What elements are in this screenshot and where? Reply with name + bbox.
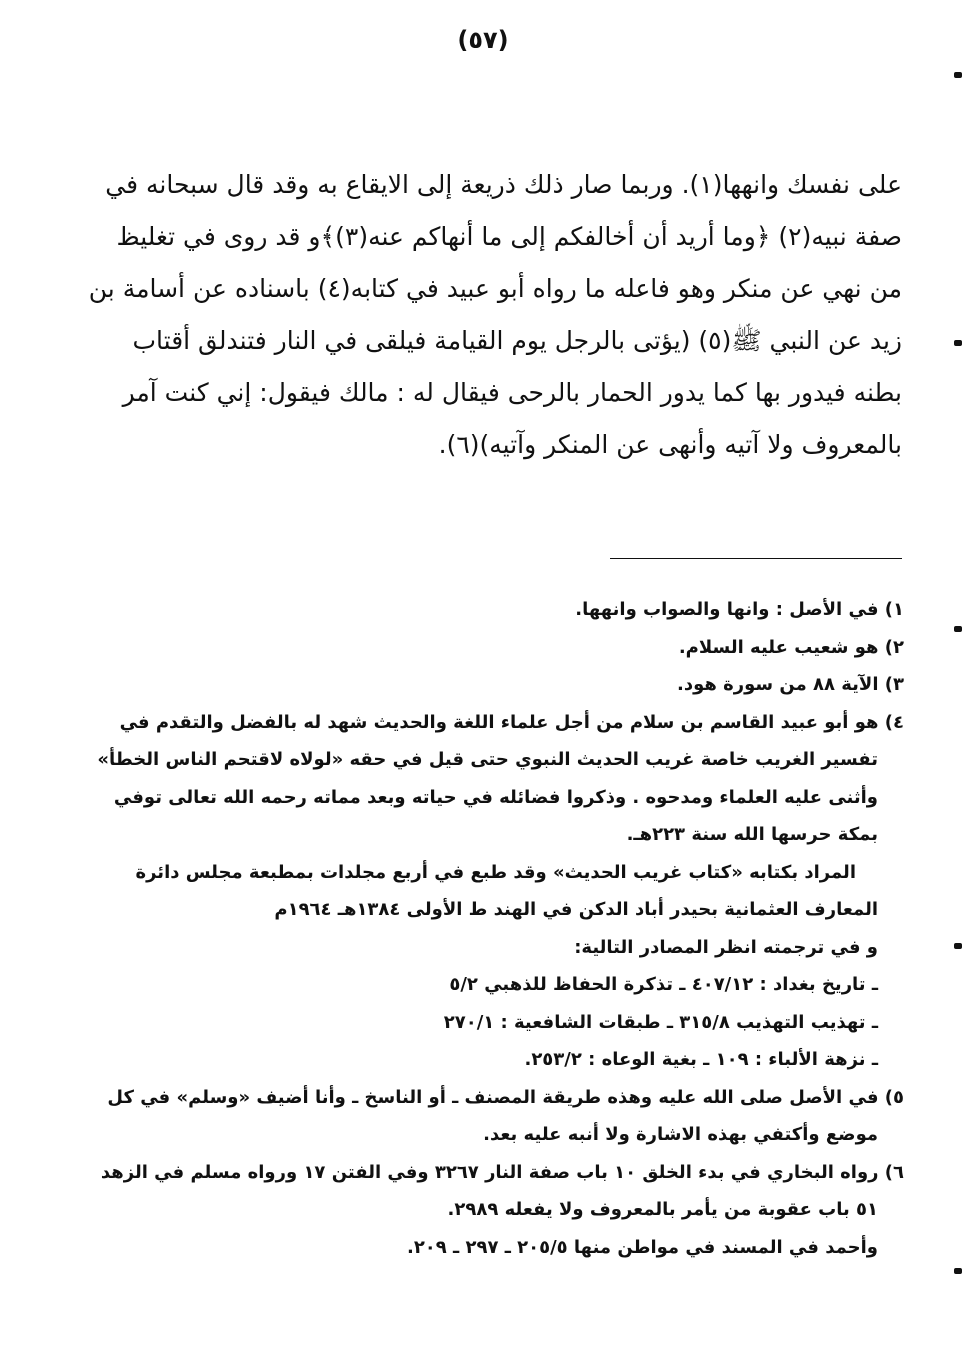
body-line: زيد عن النبي ﷺ(٥) (يؤتى بالرجل يوم القيامة فيلقى في النار فتندلق أقتاب — [132, 326, 902, 355]
margin-mark — [954, 340, 962, 346]
body-line: من نهي عن منكر وهو فاعله ما رواه أبو عبيد في كتابه(٤) باسناده عن أسامة بن — [88, 274, 902, 303]
footnote-line: ٤) هو أبو عبيد القاسم بن سلام من أجل علماء اللغة والحديث شهد له بالفضل والتقدم في — [119, 711, 904, 733]
footnote-line: بمكة حرسها الله سنة ٢٢٣هـ. — [626, 824, 878, 845]
footnote-line: ٥) في الأصل صلى الله عليه وهذه طريقة المصنف ـ أو الناسخ ـ وأنا أضيف «وسلم» في كل — [107, 1086, 904, 1108]
footnote-line: المعارف العثمانية بحيدر أباد الدكن في الهند ط الأولى ١٣٨٤هـ ١٩٦٤م — [274, 899, 878, 920]
footnote-line: المراد بكتابه «كتاب غريب الحديث» وقد طبع في أربع مجلدات بمطبعة مجلس دائرة — [135, 861, 856, 883]
margin-mark — [954, 626, 962, 632]
body-line: على نفسك وانهها(١). وربما صار ذلك ذريعة إلى الايقاع به وقد قال سبحانه في — [105, 170, 902, 199]
footnote-line: ٣) الآية ٨٨ من سورة هود. — [677, 674, 904, 695]
main-text — [80, 159, 902, 471]
margin-mark — [954, 1268, 962, 1274]
footnote-line: و في ترجمته انظر المصادر التالية: — [574, 936, 878, 958]
footnote-line: ـ نزهة الألباء : ١٠٩ ـ بغية الوعاه : ٢٥٣/٢. — [524, 1049, 878, 1070]
footnote-line: ٥١ باب عقوبة من يأمر بالمعروف ولا يفعله ٢٩٨٩. — [447, 1199, 878, 1220]
footnote-line: تفسير الغريب خاصة غريب الحديث النبوي حتى قيل في حقه «لولاه لاقتحم الناس الخطأ» — [97, 749, 878, 770]
footnote-line: ـ تهذيب التهذيب ٣١٥/٨ ـ طبقات الشافعية : ٢٧٠/١ — [443, 1011, 878, 1033]
footnote-line: وأثنى عليه العلماء ومدحوه . وذكروا فضائله في حياته وبعد مماته رحمه الله تعالى توفي — [113, 786, 878, 808]
footnote-line: وأحمد في المسند في مواطن منها ٢٠٥/٥ ـ ٢٩٧ ـ ٢٠٩. — [406, 1236, 878, 1258]
footnote-line: موضع وأكتفي بهذه الاشارة ولا أنبه عليه بعد. — [483, 1124, 878, 1145]
footnote-line: ٦) رواه البخاري في بدء الخلق ١٠ باب صفة النار ٣٢٦٧ وفي الفتن ١٧ ورواه مسلم في الزهد — [100, 1161, 904, 1183]
page-number: (٥٧) — [457, 26, 509, 54]
footnotes — [78, 591, 904, 1266]
footnote-separator — [610, 558, 902, 559]
footnote-line: ١) في الأصل : وانها والصواب وانهها. — [575, 599, 904, 620]
body-line: صفة نبيه(٢) ﴿وما أريد أن أخالفكم إلى ما أنهاكم عنه(٣)﴾و قد روى في تغليظ — [116, 222, 902, 251]
body-line: بطنه فيدور بها كما يدور الحمار بالرحى فيقال له : مالك فيقول: إني كنت آمر — [122, 378, 902, 407]
footnote-line: ـ تاريخ بغداد : ٤٠٧/١٢ ـ تذكرة الحفاظ للذهبي ٥/٢ — [449, 974, 878, 995]
body-line: بالمعروف ولا آتيه وأنهى عن المنكر وآتيه)(٦). — [438, 430, 902, 459]
margin-mark — [954, 943, 962, 949]
margin-mark — [954, 72, 962, 78]
footnote-line: ٢) هو شعيب عليه السلام. — [678, 636, 904, 658]
